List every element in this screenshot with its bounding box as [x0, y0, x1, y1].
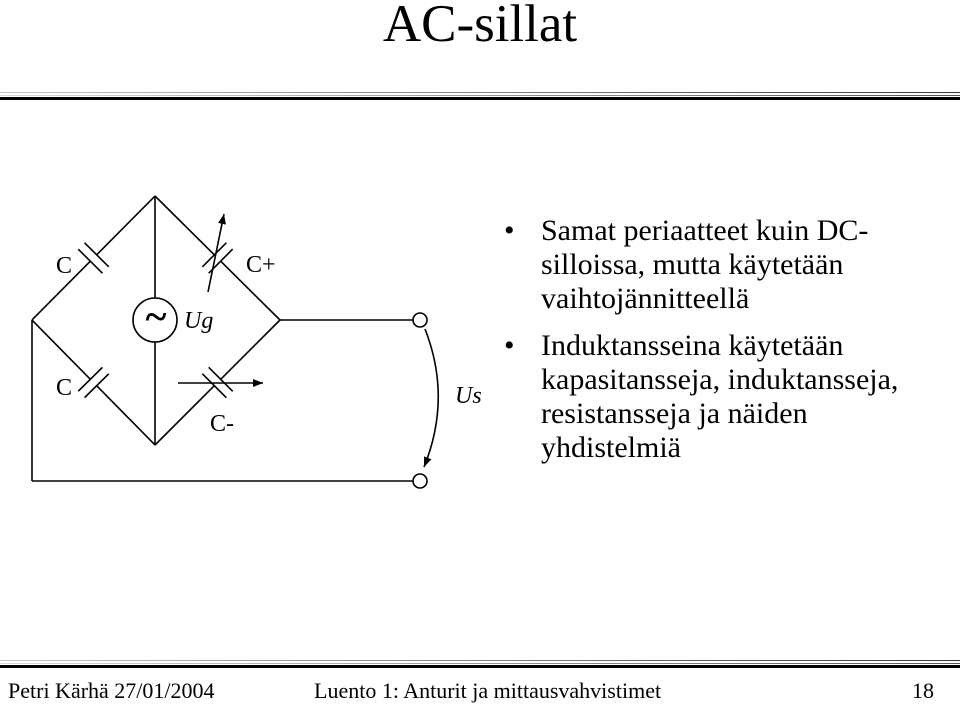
divider-line-thick [0, 97, 960, 100]
divider-line-thick [0, 665, 960, 668]
footer-lecture-title: Luento 1: Anturit ja mittausvahvistimet [314, 678, 662, 703]
label-c-bottom-left: C [56, 375, 73, 401]
label-source-voltage: Ug [184, 308, 214, 334]
wire-segment [97, 196, 155, 255]
bullet-list [504, 214, 924, 465]
bullet-text-line: vaihtojännitteellä [541, 282, 750, 315]
label-c-top-left: C [56, 253, 73, 279]
slide-title: AC-sillat [382, 0, 578, 53]
title-divider-rule [0, 92, 960, 101]
wire-segment [221, 320, 280, 379]
divider-line-thin [0, 660, 960, 661]
bullet-text-line: Samat periaatteet kuin DC- [541, 214, 869, 247]
bullet-text-line: silloissa, mutta käytetään [541, 248, 844, 281]
label-output-voltage: Us [455, 383, 482, 409]
divider-line-thin [0, 92, 960, 93]
bullet-symbol: • [504, 329, 515, 362]
output-terminal-bottom [413, 474, 427, 488]
footer-page-number: 18 [912, 678, 934, 703]
divider-line-thin [0, 95, 960, 96]
output-voltage-arrow [424, 329, 438, 467]
ac-bridge-circuit-diagram [0, 180, 500, 500]
wire-segment [155, 386, 214, 445]
divider-line-thin [0, 663, 960, 664]
label-c-plus: C+ [246, 252, 276, 278]
bullet-item [504, 329, 924, 465]
label-c-minus: C- [210, 411, 234, 437]
footer-divider-rule [0, 660, 960, 669]
bullet-item [504, 214, 924, 316]
bullet-symbol: • [504, 214, 515, 247]
bullet-text-line: Induktansseina käytetään [541, 329, 844, 362]
wire-segment [32, 320, 90, 379]
wire-segment [155, 196, 214, 255]
output-terminal-top [413, 313, 427, 327]
bullet-text-line: yhdistelmiä [541, 431, 681, 464]
bullet-text-line: resistansseja ja näiden [541, 397, 808, 430]
bullet-text-line: kapasitansseja, induktansseja, [541, 363, 899, 396]
ac-source-symbol: ~ [145, 294, 167, 339]
footer-author-date: Petri Kärhä 27/01/2004 [8, 678, 215, 703]
wire-segment [97, 386, 155, 445]
variable-arrow-c-plus [208, 214, 224, 292]
